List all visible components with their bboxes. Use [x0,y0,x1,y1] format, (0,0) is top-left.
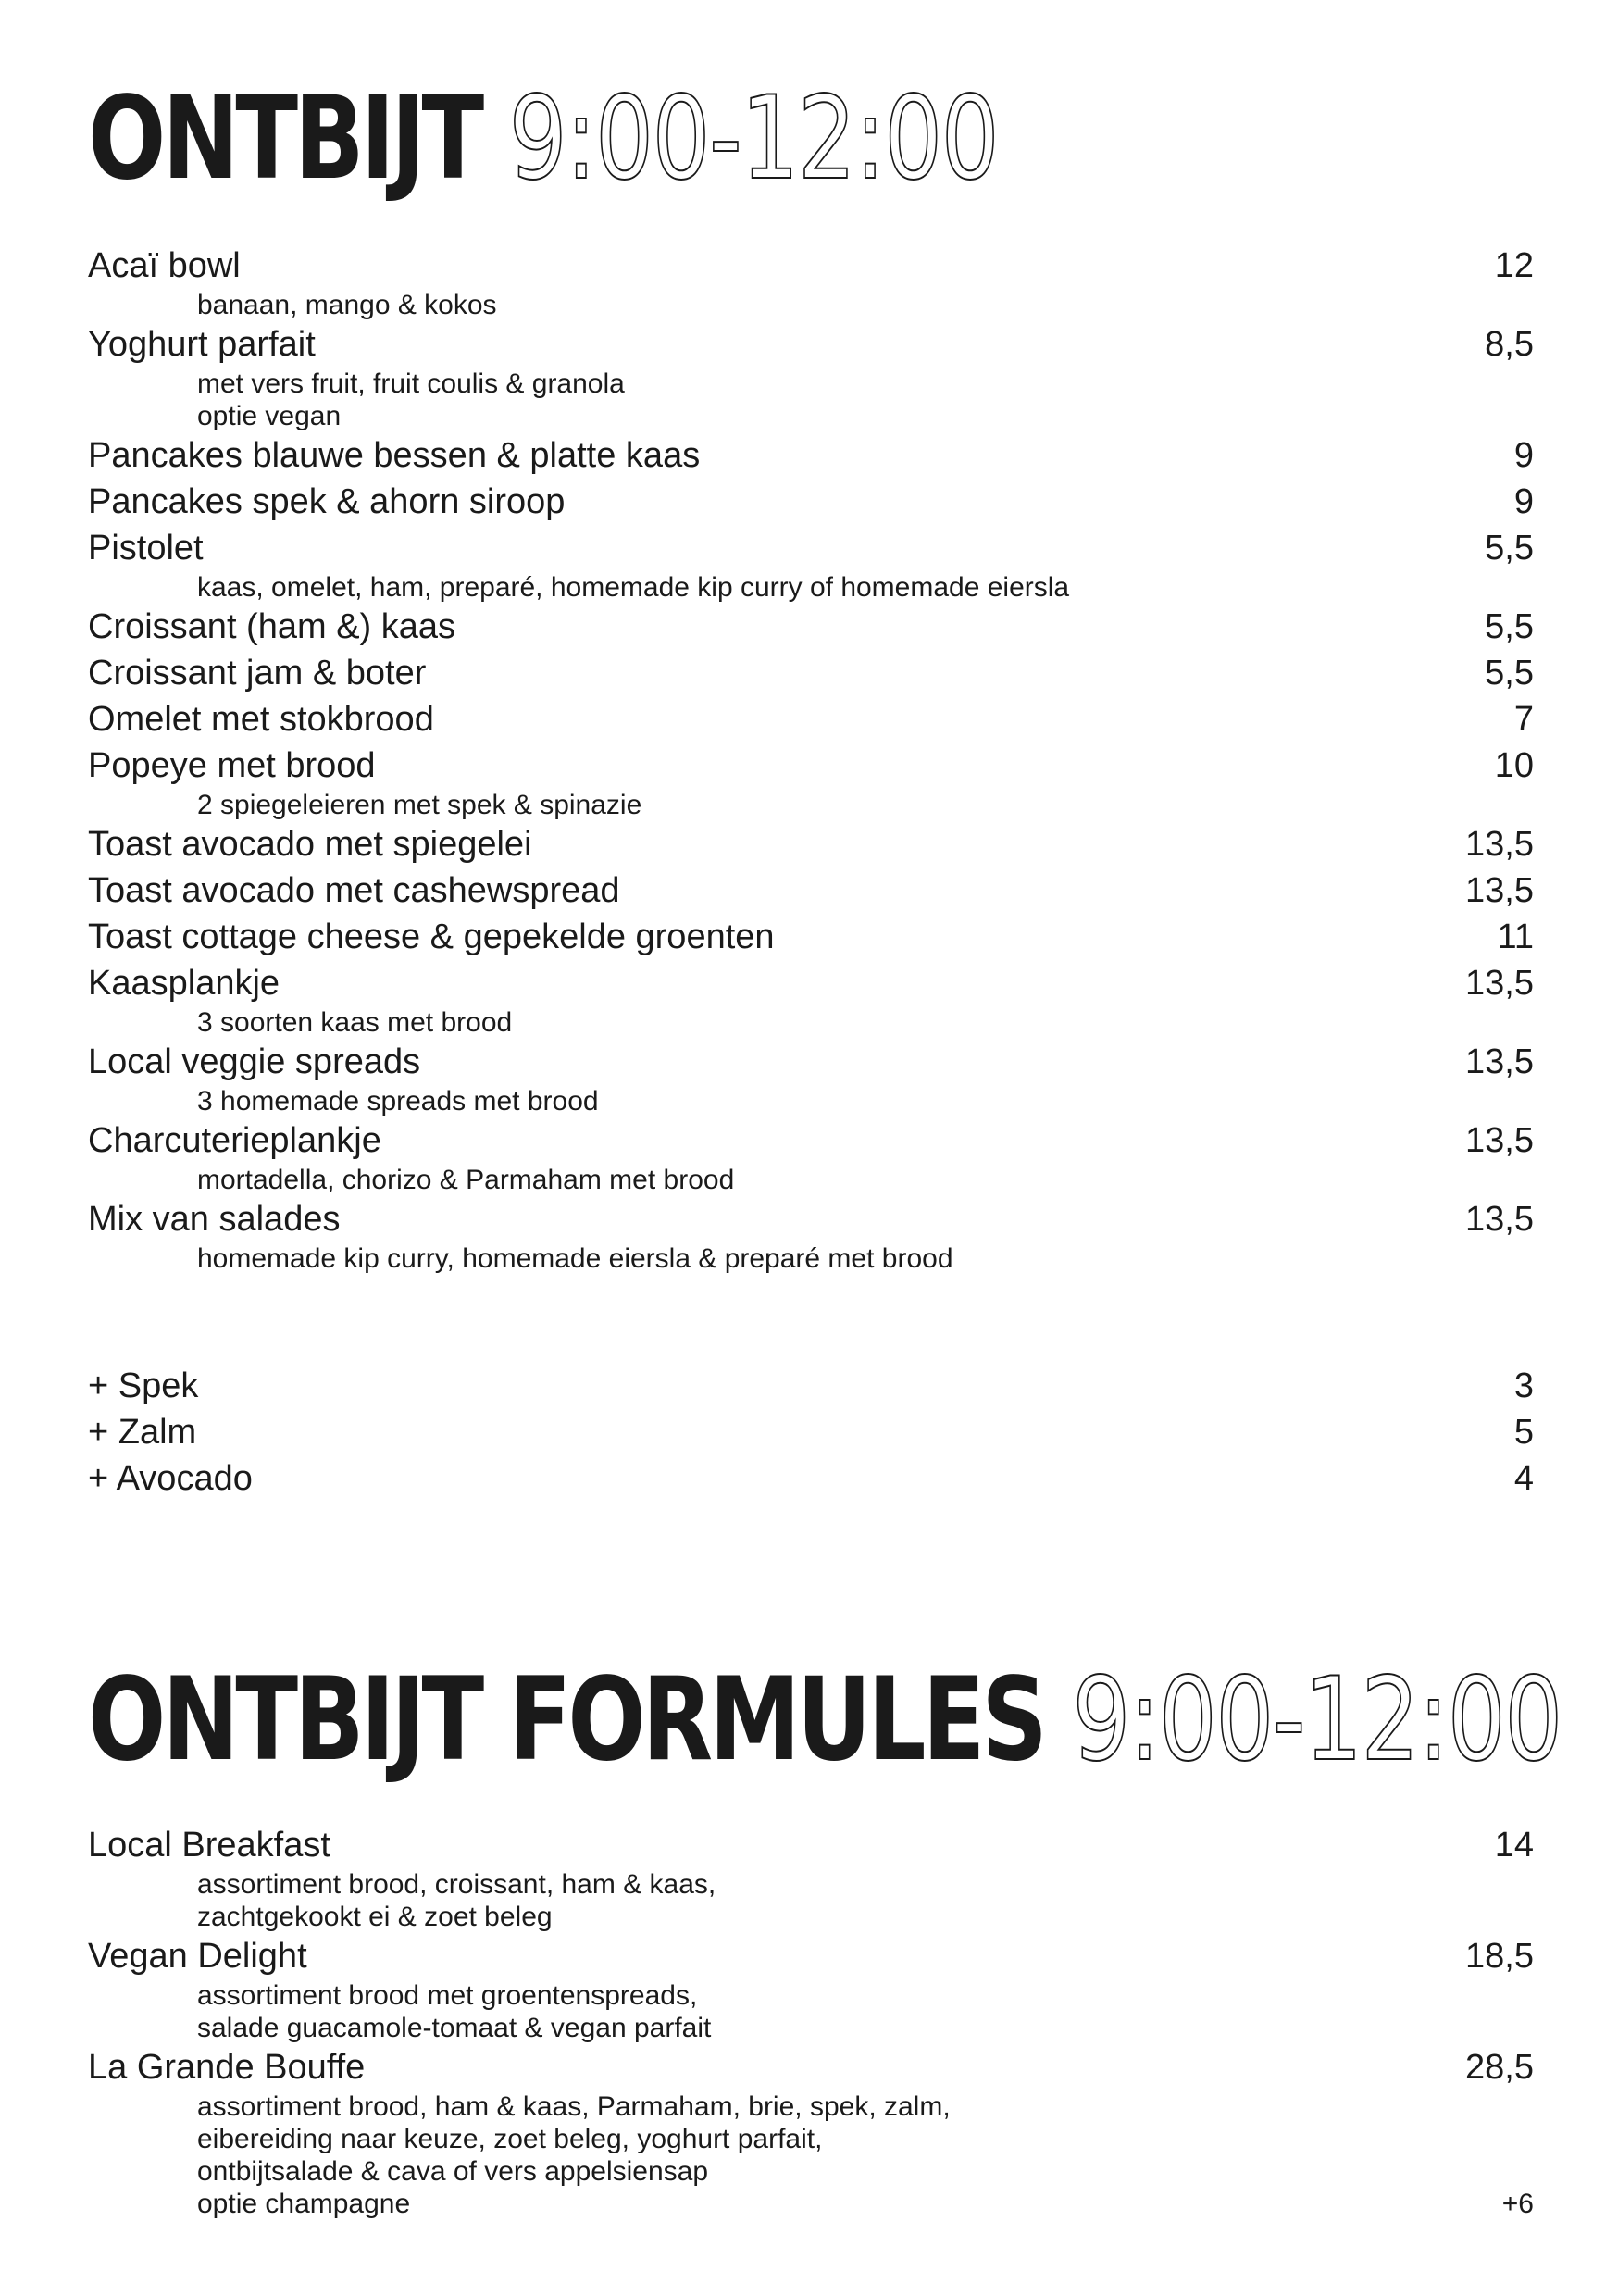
extras-list [88,1363,1534,1502]
menu-item-price: 12 [1494,246,1534,285]
menu-item-row [88,1363,1534,1409]
menu-item-description: zachtgekookt ei & zoet beleg [197,1902,553,1932]
menu-item-row [88,1196,1534,1242]
menu-item-row [88,821,1534,867]
menu-item-row [88,960,1534,1006]
menu-item [88,525,1534,604]
menu-item [88,1409,1534,1455]
menu-item-name: Toast avocado met spiegelei [88,825,532,864]
menu-item-row [88,525,1534,571]
menu-item-description: 3 homemade spreads met brood [197,1086,599,1117]
menu-item-description: assortiment brood, croissant, ham & kaas, [197,1869,716,1900]
menu-item-price: 13,5 [1465,871,1534,910]
menu-item [88,696,1534,742]
menu-item-price: 13,5 [1465,1200,1534,1239]
menu-item-price: 13,5 [1465,825,1534,864]
menu-item-price: 13,5 [1465,1121,1534,1160]
menu-item-description-row [197,2188,1534,2220]
menu-item [88,914,1534,960]
menu-item-price: 28,5 [1465,2048,1534,2087]
menu-item-description: salade guacamole-tomaat & vegan parfait [197,2013,712,2043]
menu-item-price: 10 [1494,746,1534,785]
menu-item-name: + Avocado [88,1459,253,1498]
menu-item [88,960,1534,1039]
menu-item-row [88,2044,1534,2090]
menu-item-name: Pancakes blauwe bessen & platte kaas [88,436,701,475]
menu-item-name: Croissant jam & boter [88,654,427,693]
menu-item-row [88,1117,1534,1164]
section-heading-ontbijt-formules [88,1653,1562,1787]
menu-item-row [88,650,1534,696]
menu-item-row [88,1822,1534,1868]
menu-item-price: 13,5 [1465,964,1534,1003]
menu-item-price: 8,5 [1485,325,1534,364]
menu-item-description: homemade kip curry, homemade eiersla & preparé met brood [197,1243,953,1274]
menu-item-price: 4 [1513,1459,1534,1498]
menu-item [88,1039,1534,1117]
menu-item-price: 13,5 [1465,1042,1534,1081]
menu-item-row [88,1933,1534,1979]
menu-item [88,742,1534,821]
menu-item-name: La Grande Bouffe [88,2048,366,2087]
menu-item-price: 7 [1513,700,1534,739]
menu-item-price: 18,5 [1465,1937,1534,1976]
menu-item [88,650,1534,696]
menu-item-description: 3 soorten kaas met brood [197,1007,513,1038]
formules-menu-list [88,1822,1534,2220]
menu-item-price: 14 [1494,1826,1534,1865]
menu-item [88,1822,1534,1933]
menu-item-row [88,1409,1534,1455]
menu-item-row [88,1039,1534,1085]
menu-item [88,821,1534,867]
menu-item-name: Omelet met stokbrood [88,700,434,739]
menu-item-row [88,321,1534,368]
menu-item [88,1117,1534,1196]
menu-item-description: mortadella, chorizo & Parmaham met brood [197,1165,735,1195]
menu-item-name: Pistolet [88,529,204,568]
menu-item-description: optie vegan [197,401,342,431]
menu-item-row [88,604,1534,650]
menu-item-name: Local Breakfast [88,1826,330,1865]
menu-item [88,243,1534,321]
menu-item-name: Toast cottage cheese & gepekelde groenten [88,917,775,956]
menu-item [88,604,1534,650]
menu-item [88,1363,1534,1409]
menu-item-price: 5,5 [1485,529,1534,568]
menu-item [88,432,1534,479]
menu-item-name: Mix van salades [88,1200,341,1239]
menu-item-name: Acaï bowl [88,246,241,285]
menu-item-row [88,479,1534,525]
menu-item-name: Croissant (ham &) kaas [88,607,456,646]
menu-item-row [88,867,1534,914]
menu-item-description: ontbijtsalade & cava of vers appelsiensap [197,2156,709,2187]
menu-item-description: banaan, mango & kokos [197,290,497,320]
menu-item-description: met vers fruit, fruit coulis & granola [197,368,625,399]
menu-item-row [88,914,1534,960]
menu-item-row [88,432,1534,479]
menu-item-description: eibereiding naar keuze, zoet beleg, yoghurt parfait, [197,2124,823,2154]
menu-item-name: Charcuterieplankje [88,1121,381,1160]
menu-item-price: 11 [1497,917,1534,956]
menu-item-price: 9 [1513,482,1534,521]
menu-item-price: 5,5 [1485,607,1534,646]
menu-item [88,1933,1534,2044]
heading-time: 9:00-12:00 [508,72,999,206]
menu-item-name: Kaasplankje [88,964,280,1003]
menu-item-name: Pancakes spek & ahorn siroop [88,482,566,521]
menu-item-name: Vegan Delight [88,1937,307,1976]
menu-item-description: assortiment brood, ham & kaas, Parmaham, brie, spek, zalm, [197,2091,951,2122]
menu-item-price: 9 [1513,436,1534,475]
breakfast-menu-list [88,243,1534,1275]
menu-item-row [88,696,1534,742]
menu-item-name: Yoghurt parfait [88,325,316,364]
menu-item-description: optie champagne [197,2189,411,2219]
menu-item-row [88,742,1534,789]
menu-item-description: kaas, omelet, ham, preparé, homemade kip curry of homemade eiersla [197,572,1070,603]
menu-item-extra-price: +6 [1501,2189,1534,2219]
menu-item-description: assortiment brood met groentenspreads, [197,1980,698,2011]
menu-item-description: 2 spiegeleieren met spek & spinazie [197,790,642,820]
menu-item-name: + Spek [88,1366,199,1405]
menu-item [88,479,1534,525]
menu-item [88,1455,1534,1502]
section-heading-ontbijt [88,72,999,206]
heading-title: ONTBIJT [88,72,481,206]
menu-item [88,2044,1534,2220]
menu-item-name: + Zalm [88,1413,197,1452]
heading-title: ONTBIJT FORMULES [88,1653,1044,1787]
menu-item [88,321,1534,432]
menu-item-row [88,1455,1534,1502]
heading-time: 9:00-12:00 [1072,1653,1562,1787]
menu-item-name: Local veggie spreads [88,1042,421,1081]
menu-item-name: Toast avocado met cashewspread [88,871,620,910]
menu-item [88,1196,1534,1275]
menu-item [88,867,1534,914]
menu-item-price: 5,5 [1485,654,1534,693]
menu-item-price: 5 [1513,1413,1534,1452]
menu-item-price: 3 [1513,1366,1534,1405]
menu-item-name: Popeye met brood [88,746,376,785]
menu-item-row [88,243,1534,289]
